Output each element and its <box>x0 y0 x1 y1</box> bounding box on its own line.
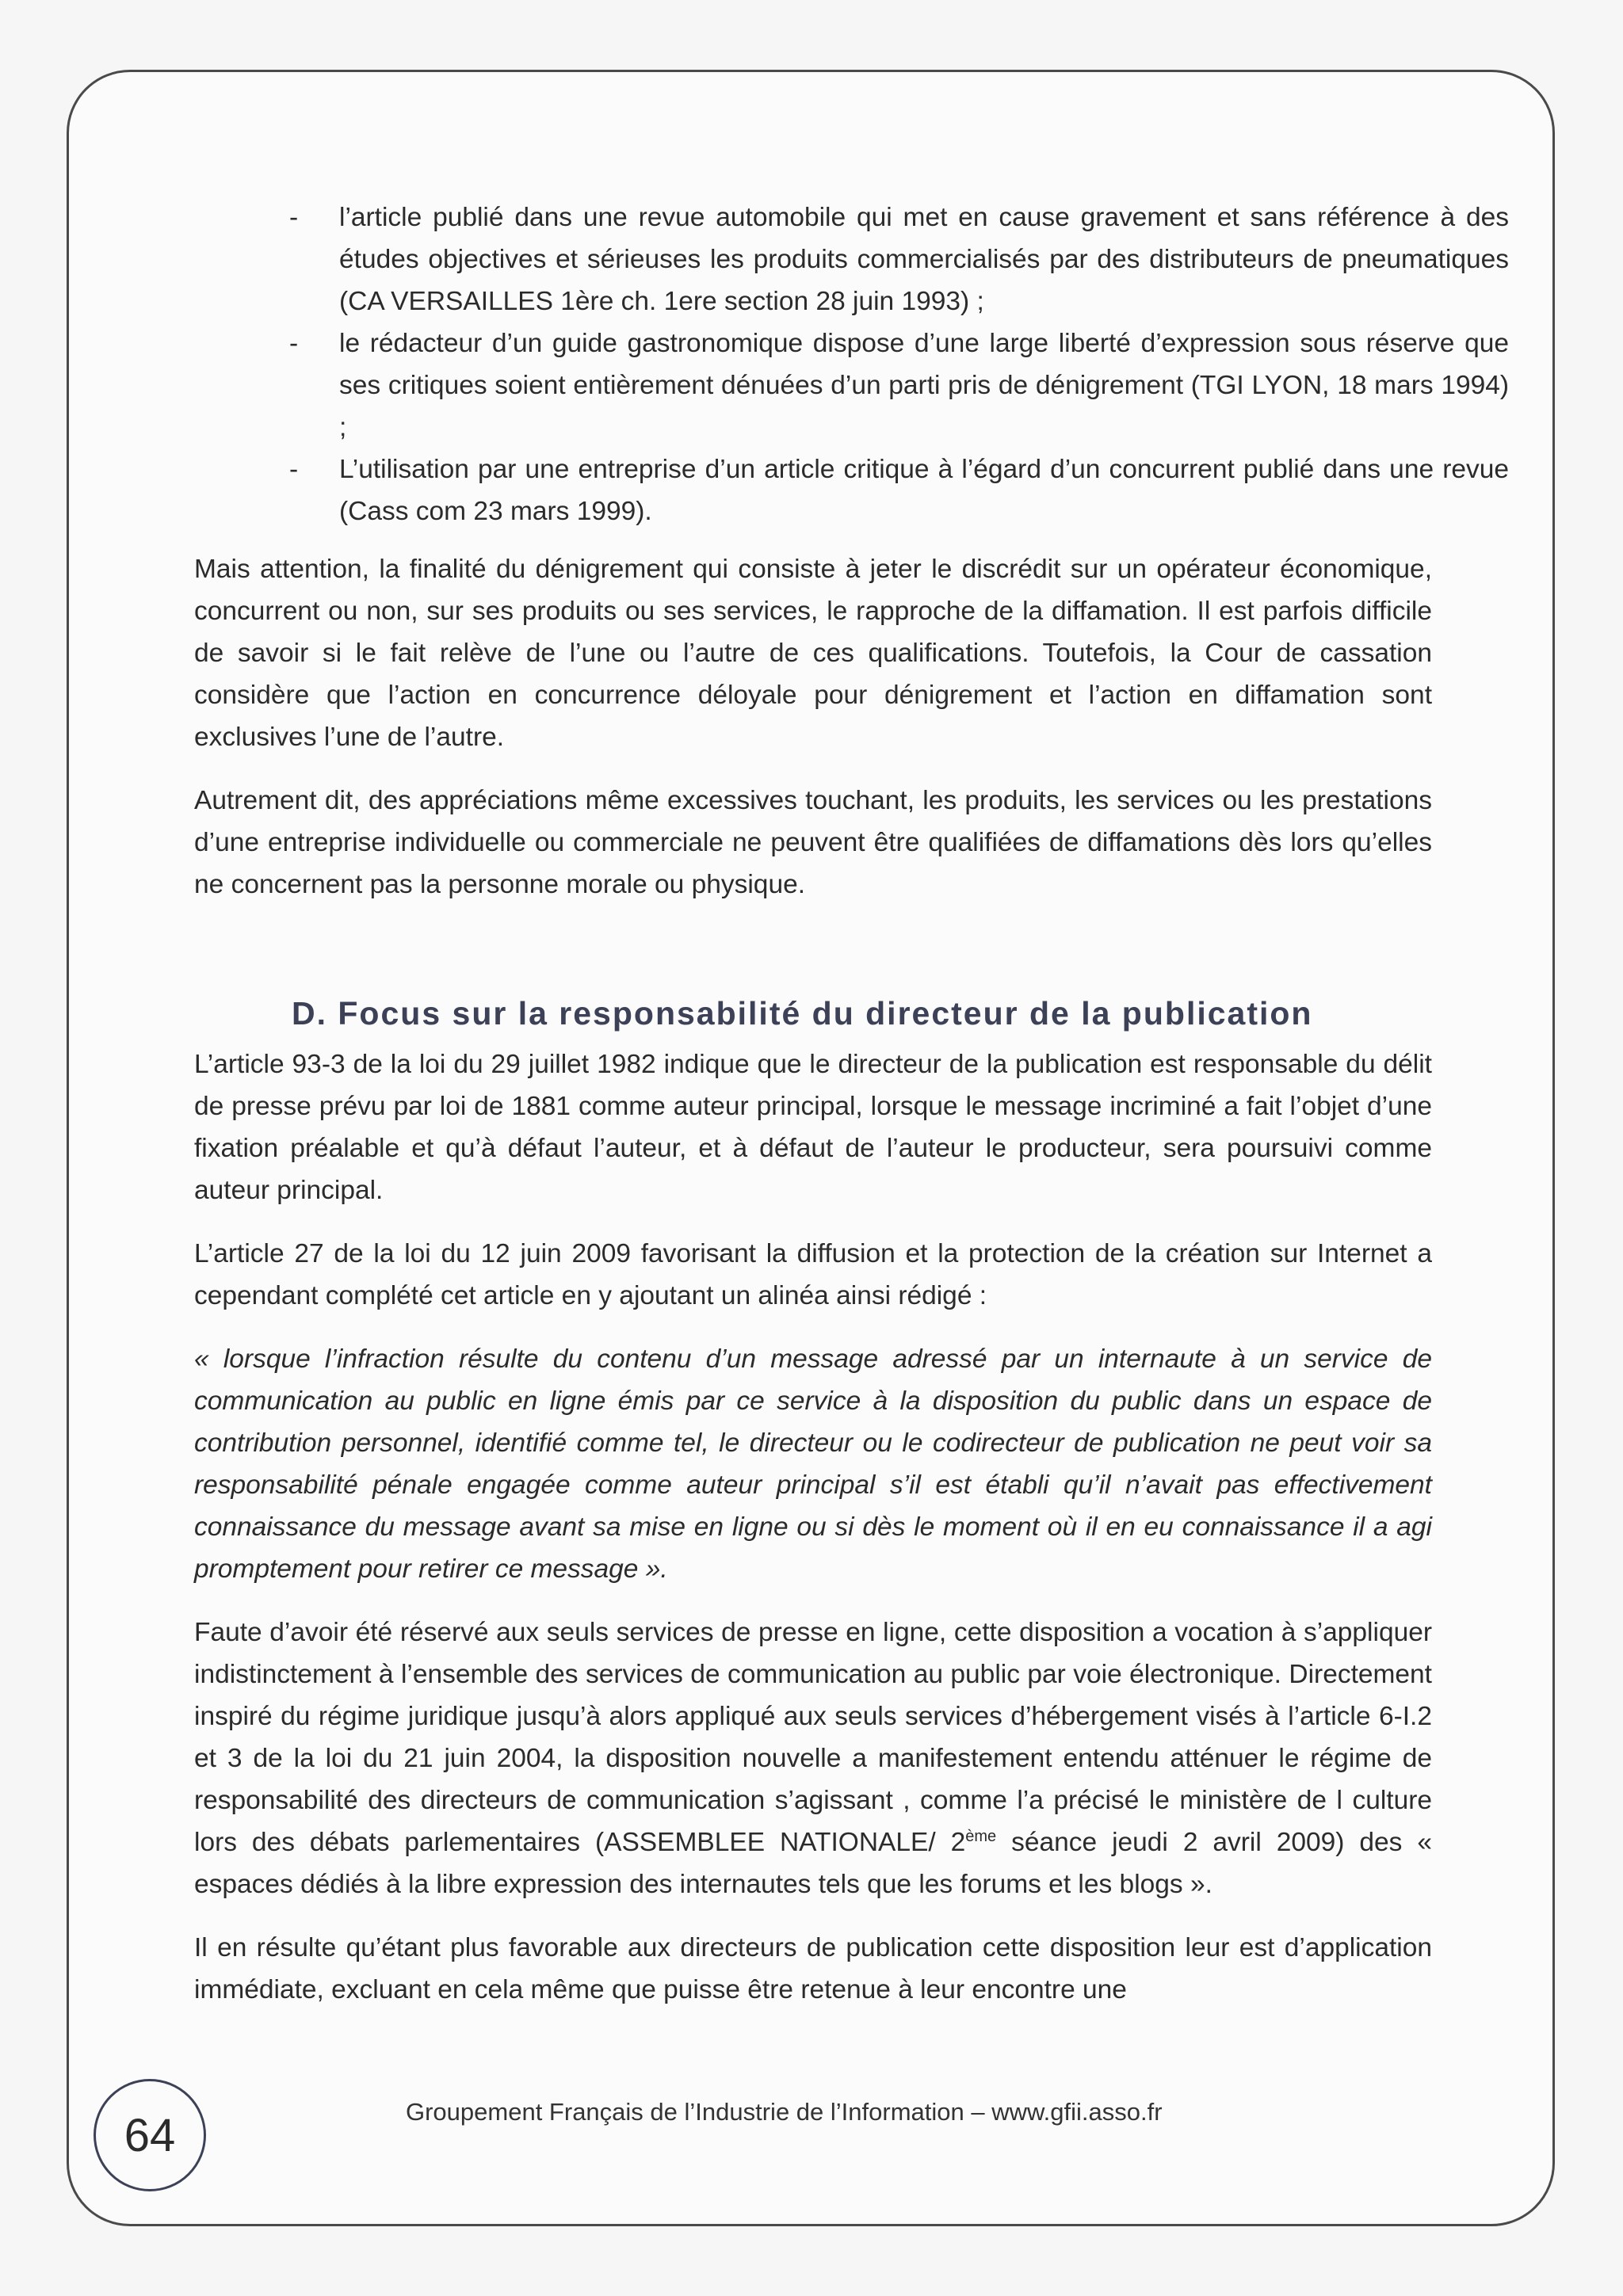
bullet-marker: - <box>289 329 299 358</box>
paragraph <box>194 1611 1432 1905</box>
bullet-marker: - <box>289 203 299 232</box>
page-content <box>194 196 1509 2011</box>
section-heading: D. Focus sur la responsabilité du directeur de la publication <box>292 995 1313 1032</box>
paragraph-text: séance jeudi 2 avril 2009) des « espaces dédiés à la libre expression des internautes tels que les forums et les blogs ». <box>194 1828 1432 1899</box>
list-item-text: le rédacteur d’un guide gastronomique dispose d’une large liberté d’expression sous réserve que ses critiques soient entièrement dénuées d’un parti pris de dénigrement (TGI LYON, 18 mars 1994) ; <box>339 329 1509 442</box>
bullet-marker: - <box>289 455 299 484</box>
list-item-text: l’article publié dans une revue automobile qui met en cause gravement et sans référence à des études objectives et sérieuses les produits commercialisés par des distributeurs de pneumatiques (CA VERSAILLES 1ère ch. 1ere section 28 juin 1993) ; <box>339 203 1509 316</box>
page-number: 64 <box>94 2079 206 2191</box>
list-item <box>194 322 1509 448</box>
paragraph: Il en résulte qu’étant plus favorable aux directeurs de publication cette disposition leur est d’application immédiate, excluant en cela même que puisse être retenue à leur encontre une <box>194 1933 1432 2004</box>
list-item <box>194 448 1509 532</box>
paragraph-text: Faute d’avoir été réservé aux seuls services de presse en ligne, cette disposition a vocation à s’appliquer indistinctement à l’ensemble des services de communication au public par voie électronique. Directement inspiré du régime juridique jusqu’à alors appliqué aux seuls services d’hébergement visés à l’article 6-I.2 et 3 de la loi du 21 juin 2004, la disposition nouvelle a manifestement entendu atténuer le régime de responsabilité des directeurs de communication s’agissant , comme l’a précisé le ministère de l culture lors des débats parlementaires (ASSEMBLEE NATIONALE/ 2 <box>194 1618 1432 1857</box>
paragraph: L’article 93-3 de la loi du 29 juillet 1982 indique que le directeur de la publication est responsable du délit de presse prévu par loi de 1881 comme auteur principal, lorsque le message incriminé a fait l’objet d’une fixation préalable et qu’à défaut l’auteur, et à défaut de l’auteur le producteur, sera poursuivi comme auteur principal. <box>194 1050 1432 1205</box>
quote-paragraph: « lorsque l’infraction résulte du contenu d’un message adressé par un internaute à un service de communication au public en ligne émis par ce service à la disposition du public dans un espace de contribution personnel, identifié comme tel, le directeur ou le codirecteur de publication ne peut voir sa responsabilité pénale engagée comme auteur principal s’il est établi qu’il n’avait pas effectivement connaissance du message avant sa mise en ligne ou si dès le moment où il en eu connaissance il a agi promptement pour retirer ce message ». <box>194 1344 1432 1584</box>
paragraph: L’article 27 de la loi du 12 juin 2009 favorisant la diffusion et la protection de la création sur Internet a cependant complété cet article en y ajoutant un alinéa ainsi rédigé : <box>194 1239 1432 1310</box>
list-item <box>194 196 1509 322</box>
bullet-list <box>194 196 1509 532</box>
paragraph: Autrement dit, des appréciations même excessives touchant, les produits, les services ou les prestations d’une entreprise individuelle ou commerciale ne peuvent être qualifiées de diffamations dès lors qu’elles ne concernent pas la personne morale ou physique. <box>194 786 1432 899</box>
footer-text: Groupement Français de l’Industrie de l’Information – www.gfii.asso.fr <box>406 2098 1163 2126</box>
list-item-text: L’utilisation par une entreprise d’un article critique à l’égard d’un concurrent publié dans une revue (Cass com 23 mars 1999). <box>339 455 1509 526</box>
paragraph: Mais attention, la finalité du dénigrement qui consiste à jeter le discrédit sur un opérateur économique, concurrent ou non, sur ses produits ou ses services, le rapproche de la diffamation. Il est parfois difficile de savoir si le fait relève de l’une ou l’autre de ces qualifications. Toutefois, la Cour de cassation considère que l’action en concurrence déloyale pour dénigrement et l’action en diffamation sont exclusives l’une de l’autre. <box>194 555 1432 752</box>
superscript: ème <box>965 1827 997 1845</box>
